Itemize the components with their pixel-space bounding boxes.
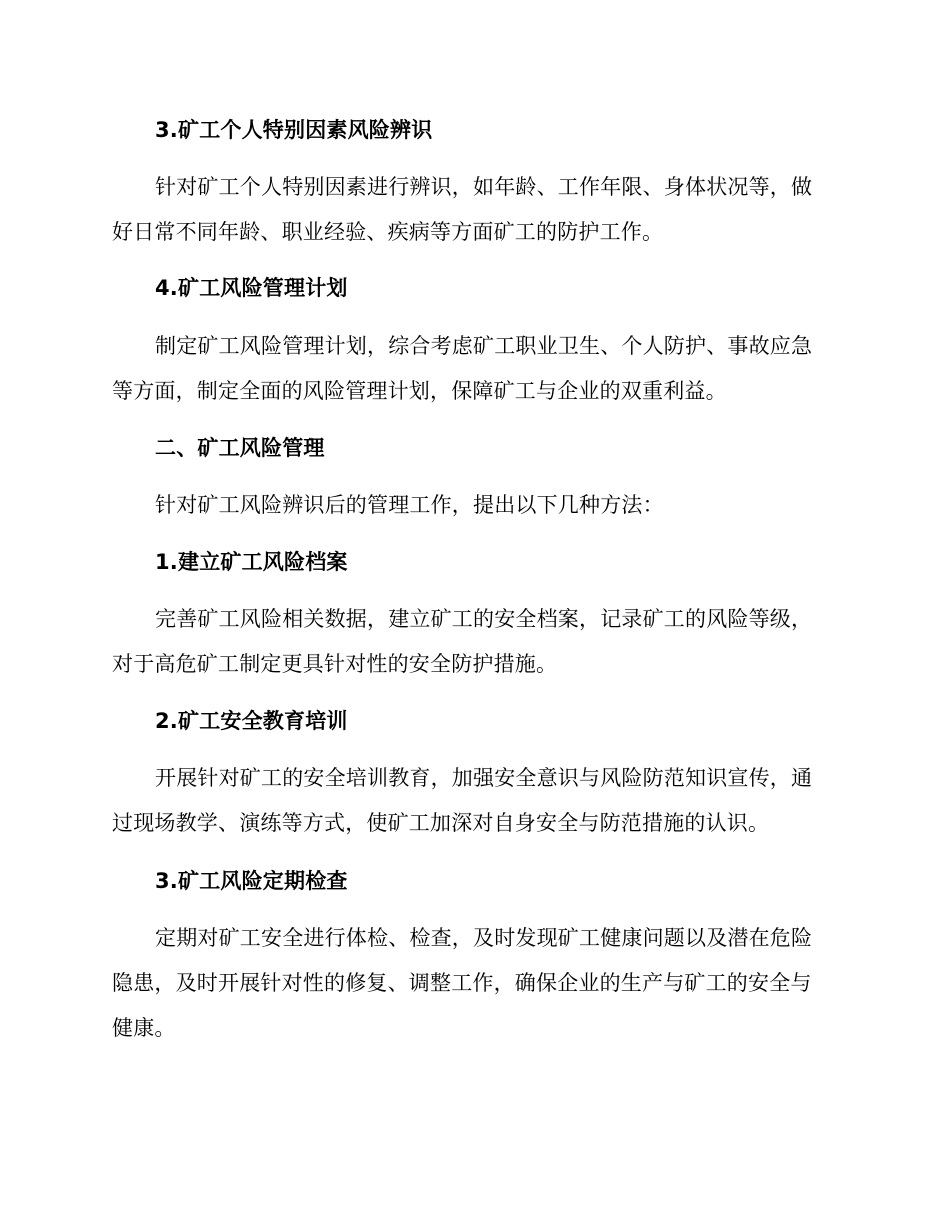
section-heading-personal-factors: 3.矿工个人特别因素风险辨识 xyxy=(155,118,433,142)
paragraph-safety-training: 开展针对矿工的安全培训教育，加强安全意识与风险防范知识宣传，通过现场教学、演练等方式，使矿工加深对自身安全与防范措施的认识。 xyxy=(112,766,813,835)
paragraph-periodic-inspection: 定期对矿工安全进行体检、检查，及时发现矿工健康问题以及潜在危险隐患，及时开展针对性的修复、调整工作，确保企业的生产与矿工的安全与健康。 xyxy=(112,926,813,1040)
paragraph-management-plan: 制定矿工风险管理计划，综合考虑矿工职业卫生、个人防护、事故应急等方面，制定全面的风险管理计划，保障矿工与企业的双重利益。 xyxy=(112,334,813,403)
section-heading-periodic-inspection: 3.矿工风险定期检查 xyxy=(155,869,348,893)
paragraph-personal-factors: 针对矿工个人特别因素进行辨识，如年龄、工作年限、身体状况等，做好日常不同年龄、职业经验、疾病等方面矿工的防护工作。 xyxy=(112,175,813,244)
section-heading-management-plan: 4.矿工风险管理计划 xyxy=(155,276,348,300)
chapter-heading-risk-management: 二、矿工风险管理 xyxy=(155,436,325,460)
section-heading-risk-archive: 1.建立矿工风险档案 xyxy=(155,550,348,574)
section-heading-safety-training: 2.矿工安全教育培训 xyxy=(155,709,348,733)
paragraph-risk-archive: 完善矿工风险相关数据，建立矿工的安全档案，记录矿工的风险等级，对于高危矿工制定更具针对性的安全防护措施。 xyxy=(112,607,813,676)
paragraph-methods-intro: 针对矿工风险辨识后的管理工作，提出以下几种方法： xyxy=(155,493,664,517)
